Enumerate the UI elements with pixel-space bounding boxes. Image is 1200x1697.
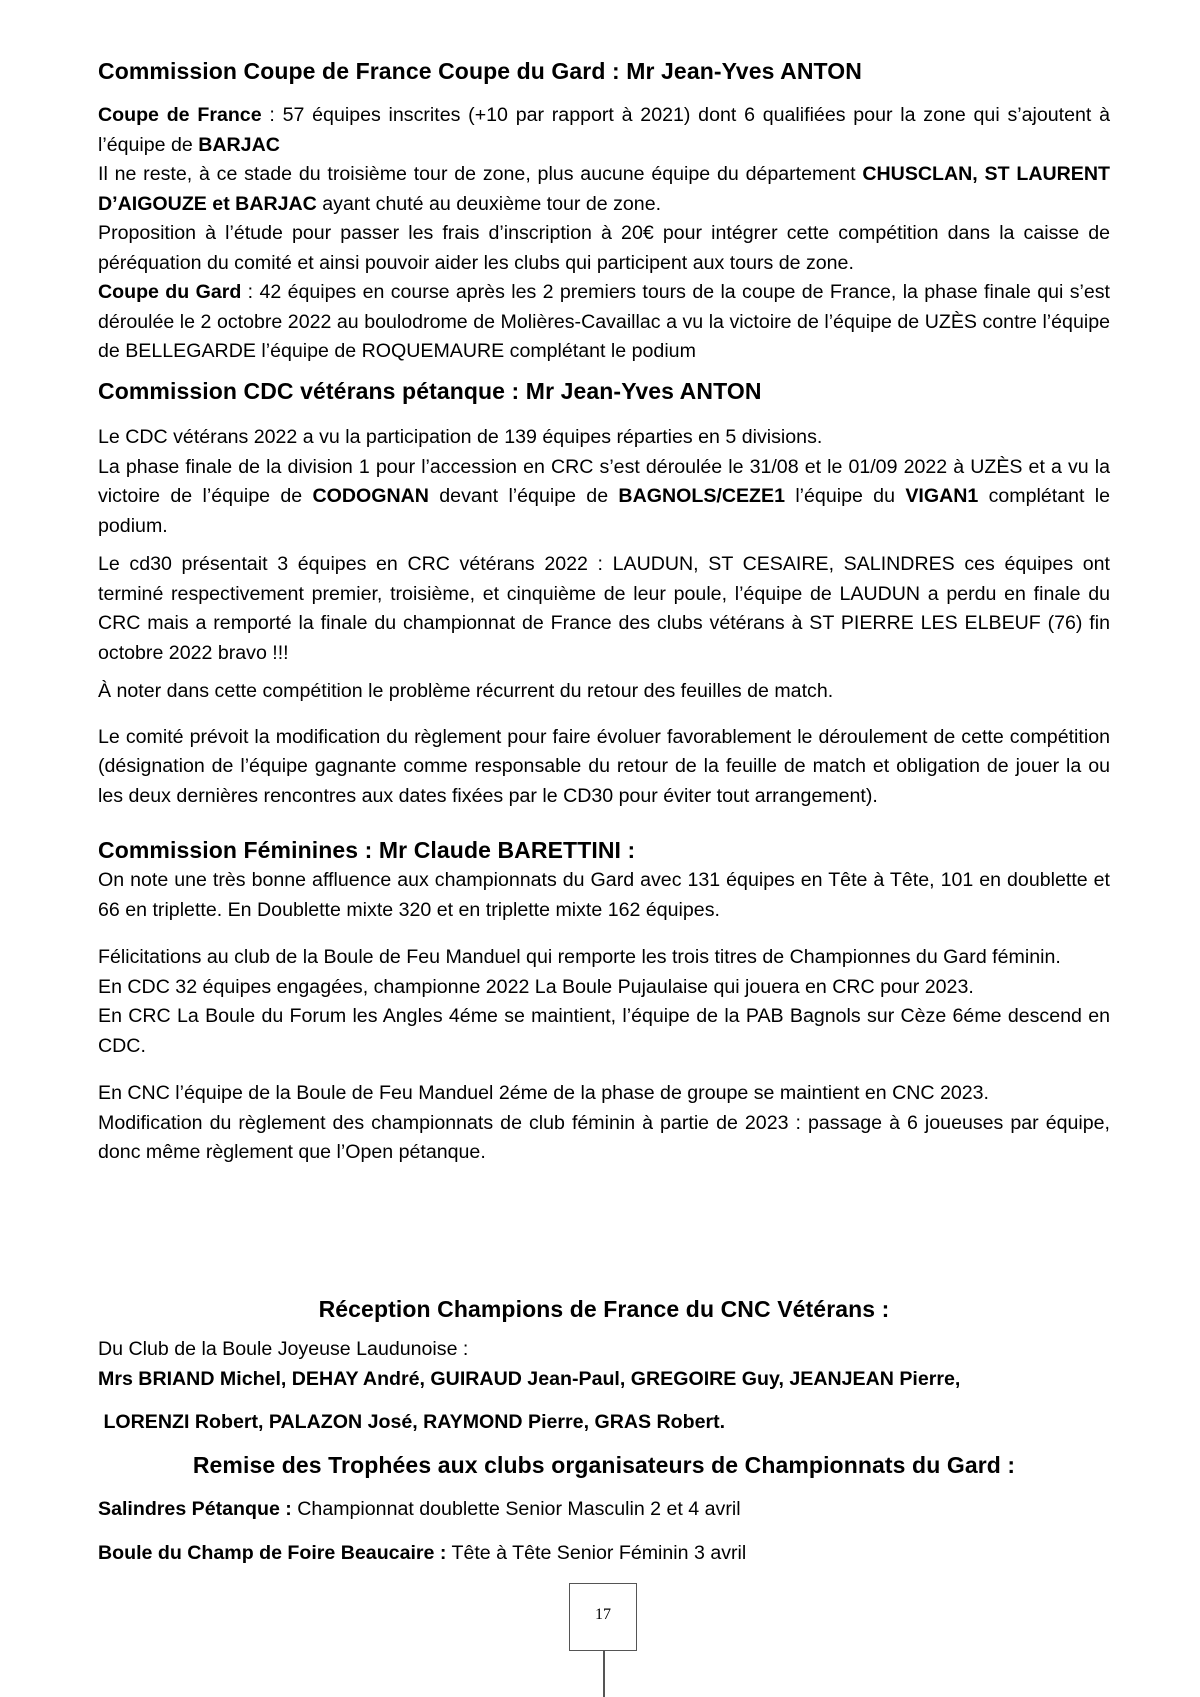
team-barjac: BARJAC — [198, 133, 280, 156]
page-number: 17 — [595, 1606, 611, 1623]
team-codognan: CODOGNAN — [312, 485, 429, 507]
team-vigan: VIGAN1 — [905, 485, 979, 507]
paragraph-fem-2 — [98, 943, 1110, 1061]
section-body-coupe — [98, 101, 1110, 367]
paragraph-fem-1: On note une très bonne affluence aux championnats du Gard avec 131 équipes en Tête à Tête, 101 en doublette et 66 en triplette. En Doublette mixte 320 et en triplette mixte 162 équipes. — [98, 869, 1110, 921]
paragraph-proposition: Proposition à l’étude pour passer les frais d’inscription à 20€ pour intégrer cette compétition dans la caisse de péréquation du comité et ainsi pouvoir aider les clubs qui participent aux tours de zone. — [98, 222, 1110, 274]
section-body-feminines — [98, 866, 1110, 1168]
paragraph-fem-3 — [98, 1079, 1110, 1168]
section-title-trophees: Remise des Trophées aux clubs organisateurs de Championnats du Gard : — [192, 1452, 1016, 1478]
cdc-text-d: complétant le podium. — [98, 485, 1111, 537]
label-coupe-de-france: Coupe de France — [98, 104, 262, 126]
fem-line-cdc: En CDC 32 équipes engagées, championne 2022 La Boule Pujaulaise qui jouera en CRC pour 2023. — [98, 975, 974, 998]
trophy-row-beaucaire — [98, 1539, 1110, 1569]
trophy-row-salindres — [98, 1495, 1110, 1525]
paragraph-cdc-3: À noter dans cette compétition le problème récurrent du retour des feuilles de match. — [98, 680, 834, 702]
cdc-line-participation: Le CDC vétérans 2022 a vu la participation de 139 équipes réparties en 5 divisions. — [98, 426, 823, 448]
fem-line-modification: Modification du règlement des championnats de club féminin à partie de 2023 : passage à 6 joueuses par équipe, donc même règlement que l’Open pétanque. — [98, 1111, 1110, 1163]
paragraph-cdc-2: Le cd30 présentait 3 équipes en CRC vétérans 2022 : LAUDUN, ST CESAIRE, SALINDRES ces équipes ont terminé respectivement premier, troisième, et cinquième de leur poule, l’équipe de LAUDUN a perdu en finale du CRC mais a remporté la finale du championnat de France des clubs vétérans à ST PIERRE LES ELBEUF (76) fin octobre 2022 bravo !!! — [98, 553, 1110, 664]
cdc-line-phase-finale — [98, 453, 1110, 542]
page-number-box — [569, 1583, 637, 1651]
paragraph-reste — [98, 160, 1110, 219]
text-reste-end: ayant chuté au deuxième tour de zone. — [316, 192, 662, 215]
section-title-cdc: Commission CDC vétérans pétanque : Mr Jean-Yves ANTON — [98, 378, 762, 404]
cdc-text-c: l’équipe du — [785, 485, 906, 507]
paragraph-cdc-4: Le comité prévoit la modification du règlement pour faire évoluer favorablement le déroulement de cette compétition (désignation de l’équipe gagnante comme responsable du retour de la feuille de match et obligation de jouer la ou les deux dernières rencontres aux dates fixées par le CD30 pour éviter tout arrangement). — [98, 725, 1110, 807]
fem-line-cnc: En CNC l’équipe de la Boule de Feu Manduel 2éme de la phase de groupe se maintient en CNC 2023. — [98, 1082, 989, 1104]
trophy-club-salindres: Salindres Pétanque : — [98, 1498, 292, 1520]
label-coupe-du-gard: Coupe du Gard — [98, 281, 242, 303]
trophy-club-beaucaire: Boule du Champ de Foire Beaucaire : — [98, 1542, 447, 1564]
team-bagnols: BAGNOLS/CEZE1 — [618, 485, 785, 507]
cdc-text-a: La phase finale de la division 1 pour l’accession en CRC s’est déroulée le 31/08 et le 01/09 2022 à UZÈS et a vu la victoire de l’équipe de — [98, 455, 1110, 507]
trophy-text-beaucaire: Tête à Tête Senior Féminin 3 avril — [446, 1542, 747, 1564]
paragraph-cdc-1 — [98, 423, 1110, 541]
reception-names-1: Mrs BRIAND Michel, DEHAY André, GUIRAUD Jean-Paul, GREGOIRE Guy, JEANJEAN Pierre, — [98, 1368, 961, 1390]
text-coupe-de-france: : 57 équipes inscrites (+10 par rapport à 2021) dont 6 qualifiées pour la zone qui s’ajoutent à l’équipe de — [98, 104, 1110, 156]
text-reste: Il ne reste, à ce stade du troisième tour de zone, plus aucune équipe du département — [98, 163, 863, 185]
paragraph-coupe-du-gard — [98, 278, 1110, 367]
paragraph-coupe-de-france — [98, 101, 1110, 160]
section-title-coupe: Commission Coupe de France Coupe du Gard : Mr Jean-Yves ANTON — [98, 58, 862, 84]
cdc-text-b: devant l’équipe de — [428, 485, 619, 507]
fem-line-felicitations: Félicitations au club de la Boule de Feu Manduel qui remporte les trois titres de Championnes du Gard féminin. — [98, 946, 1061, 968]
reception-names-2: LORENZI Robert, PALAZON José, RAYMOND Pierre, GRAS Robert. — [98, 1411, 726, 1433]
teams-reste: CHUSCLAN, ST LAURENT D’AIGOUZE et BARJAC — [98, 163, 1110, 215]
section-title-reception: Réception Champions de France du CNC Vétérans : — [318, 1296, 890, 1322]
reception-club: Du Club de la Boule Joyeuse Laudunoise : — [98, 1338, 469, 1360]
trophy-text-salindres: Championnat doublette Senior Masculin 2 et 4 avril — [291, 1498, 741, 1520]
page-number-line — [603, 1651, 605, 1697]
text-coupe-du-gard: : 42 équipes en course après les 2 premiers tours de la coupe de France, la phase finale qui s’est déroulée le 2 octobre 2022 au boulodrome de Molières-Cavaillac a vu la victoire de l’équipe de UZÈS contre l’équipe de BELLEGARDE l’équipe de ROQUEMAURE complétant le podium — [98, 281, 1110, 362]
fem-line-crc: En CRC La Boule du Forum les Angles 4éme se maintient, l’équipe de la PAB Bagnols sur Cèze 6éme descend en CDC. — [98, 1005, 1110, 1057]
section-body-cdc — [98, 423, 1110, 811]
section-title-feminines: Commission Féminines : Mr Claude BARETTINI : — [98, 837, 636, 863]
